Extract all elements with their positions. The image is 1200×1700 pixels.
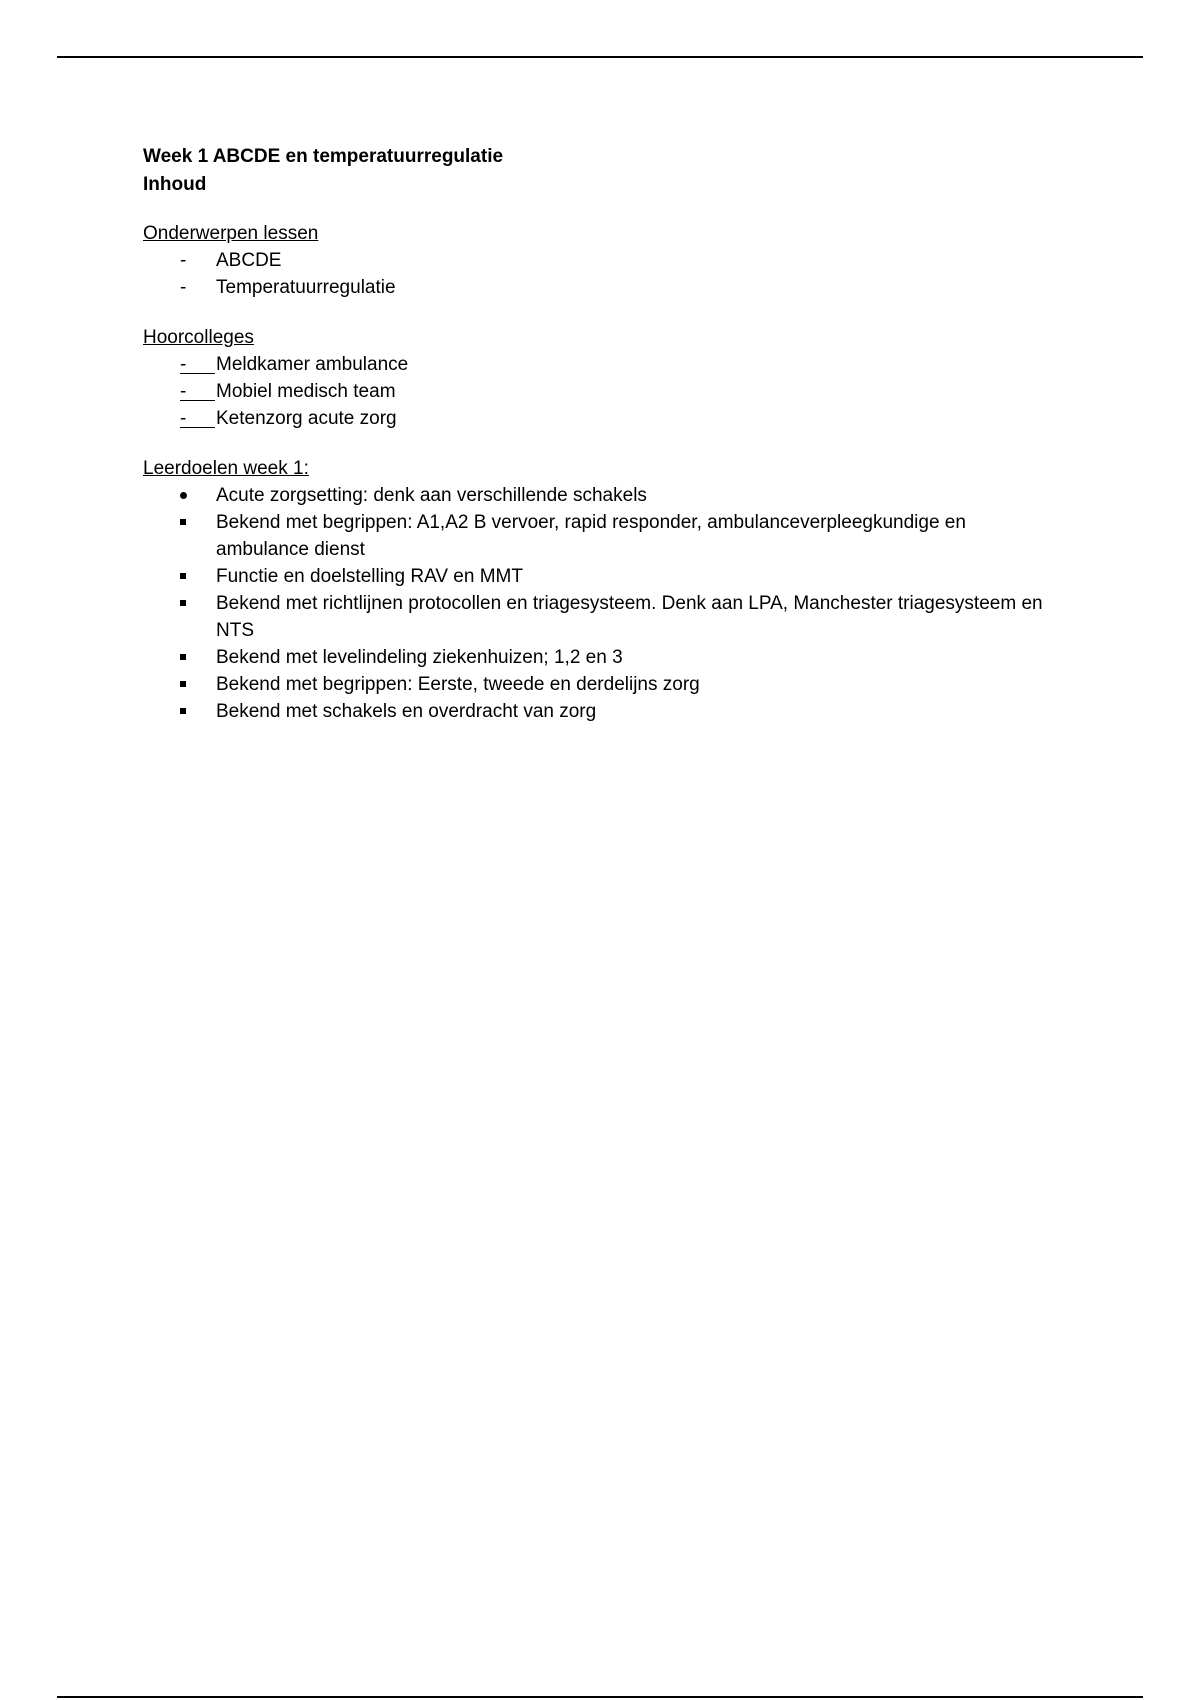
footer-rule [57,1696,1143,1698]
list-item [143,563,1043,590]
section-heading-learning-goals: Leerdoelen week 1: [143,458,309,479]
list-item-text: Bekend met begrippen: Eerste, tweede en derdelijns zorg [216,674,700,695]
lectures-list [143,351,1043,432]
list-item [143,590,1043,644]
list-item [143,644,1043,671]
list-item-text: Bekend met richtlijnen protocollen en triagesysteem. Denk aan LPA, Manchester triagesysteem en NTS [216,593,1043,641]
list-item-text: Bekend met levelindeling ziekenhuizen; 1,2 en 3 [216,647,623,668]
list-item-text: Mobiel medisch team [216,381,396,402]
dash-marker [180,378,215,401]
dash-marker [180,405,215,428]
list-item-text: Bekend met schakels en overdracht van zorg [216,701,597,722]
learning-goals-list [143,482,1043,725]
topics-list [143,247,1043,301]
document-title: Week 1 ABCDE en temperatuurregulatie [143,146,504,167]
list-item [143,482,1043,509]
dash-marker [180,274,204,301]
list-item [143,698,1043,725]
list-item [143,671,1043,698]
list-item-text: Acute zorgsetting: denk aan verschillende schakels [216,485,647,506]
list-item-text: Bekend met begrippen: A1,A2 B vervoer, rapid responder, ambulanceverpleegkundige en ambulance dienst [216,512,966,560]
list-item-text: Ketenzorg acute zorg [216,408,397,429]
list-item [143,509,1043,563]
header-rule [57,56,1143,58]
list-item [143,351,1043,378]
document-body [143,143,1043,725]
list-item [143,274,1043,301]
list-item [143,247,1043,274]
list-item-text: Meldkamer ambulance [216,354,409,375]
section-heading-topics: Onderwerpen lessen [143,223,319,244]
document-subtitle: Inhoud [143,174,207,195]
dash-marker [180,351,215,374]
list-item [143,405,1043,432]
dash-marker [180,247,204,274]
list-item-text: Functie en doelstelling RAV en MMT [216,566,523,587]
list-item-text: Temperatuurregulatie [216,277,396,298]
list-item-text: ABCDE [216,250,282,271]
list-item [143,378,1043,405]
section-heading-lectures: Hoorcolleges [143,327,254,348]
